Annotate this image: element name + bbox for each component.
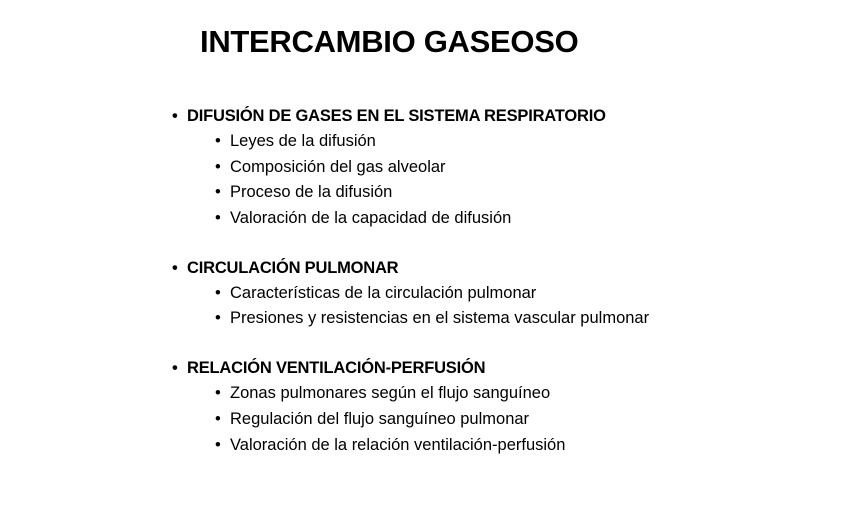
list-item-text: Zonas pulmonares según el flujo sanguíneo — [230, 384, 551, 403]
bullet-icon: • — [215, 435, 221, 454]
sub-list — [172, 381, 832, 458]
section-heading — [172, 104, 832, 129]
bullet-icon: • — [215, 209, 221, 228]
sub-list — [172, 281, 832, 332]
section-relacion — [172, 356, 832, 458]
bullet-icon: • — [215, 309, 221, 328]
section-heading-text: CIRCULACIÓN PULMONAR — [187, 258, 399, 277]
bullet-icon: • — [215, 384, 221, 403]
bullet-icon: • — [215, 283, 221, 302]
list-item-text: Composición del gas alveolar — [230, 157, 446, 176]
list-item — [215, 381, 832, 407]
list-item-text: Regulación del flujo sanguíneo pulmonar — [230, 409, 530, 428]
list-item-text: Presiones y resistencias en el sistema vascular pulmonar — [230, 309, 650, 328]
list-item — [215, 306, 832, 332]
list-item-text: Características de la circulación pulmonar — [230, 283, 537, 302]
sub-list — [172, 129, 832, 232]
bullet-icon: • — [172, 107, 178, 125]
list-item — [215, 281, 832, 307]
section-circulacion — [172, 256, 832, 332]
list-item — [215, 129, 832, 155]
bullet-icon: • — [172, 359, 178, 378]
section-heading — [172, 356, 832, 381]
list-item — [215, 206, 832, 232]
list-item-text: Leyes de la difusión — [230, 132, 376, 150]
slide-title: INTERCAMBIO GASEOSO — [200, 24, 579, 59]
slide-content — [172, 104, 832, 482]
bullet-icon: • — [172, 258, 178, 277]
section-heading-text: RELACIÓN VENTILACIÓN-PERFUSIÓN — [187, 359, 486, 378]
list-item-text: Proceso de la difusión — [230, 183, 393, 202]
list-item — [215, 155, 832, 181]
bullet-icon: • — [215, 409, 221, 428]
list-item-text: Valoración de la capacidad de difusión — [230, 209, 512, 228]
list-item-text: Valoración de la relación ventilación-perfusión — [230, 435, 566, 454]
bullet-icon: • — [215, 157, 221, 176]
list-item — [215, 407, 832, 433]
section-heading — [172, 256, 832, 281]
list-item — [215, 433, 832, 459]
bullet-icon: • — [215, 183, 221, 202]
section-heading-text: DIFUSIÓN DE GASES EN EL SISTEMA RESPIRATORIO — [187, 107, 606, 125]
section-difusion — [172, 104, 832, 232]
list-item — [215, 180, 832, 206]
bullet-icon: • — [215, 132, 221, 150]
